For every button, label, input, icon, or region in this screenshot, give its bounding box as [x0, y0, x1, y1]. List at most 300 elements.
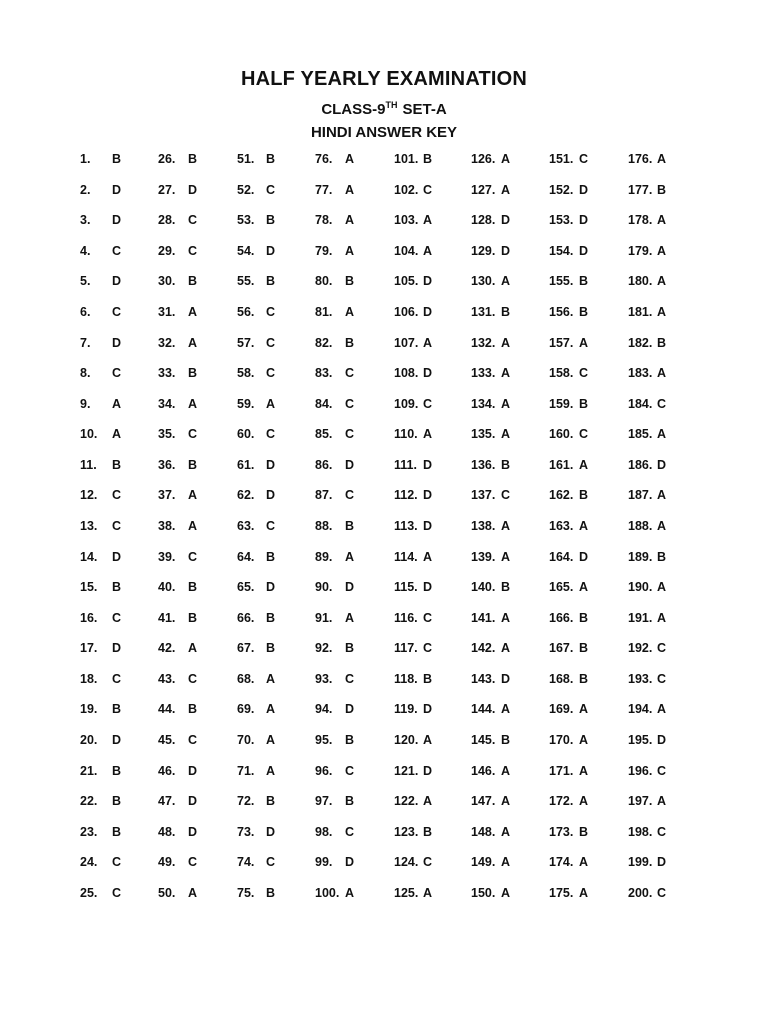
question-number: 63.	[237, 519, 255, 533]
question-number: 53.	[237, 213, 255, 228]
answer-item	[549, 608, 589, 628]
answer-item	[237, 699, 276, 719]
answer-item	[549, 730, 589, 750]
answer-option: A	[423, 335, 433, 350]
question-number: 6.	[80, 304, 91, 319]
answer-item	[394, 883, 433, 903]
question-number: 136.	[471, 457, 496, 472]
answer-item	[628, 180, 667, 200]
answer-option: D	[266, 580, 276, 595]
answer-option: B	[112, 152, 122, 166]
answer-item	[237, 302, 276, 322]
answer-item	[158, 791, 198, 811]
answer-option: B	[188, 580, 198, 595]
answer-option: A	[266, 733, 276, 747]
question-number: 157.	[549, 335, 574, 350]
answer-option: A	[188, 396, 198, 411]
question-number: 186.	[628, 457, 653, 472]
question-number: 135.	[471, 427, 496, 442]
answer-item	[80, 730, 122, 750]
answer-item	[471, 822, 511, 842]
question-number: 188.	[628, 519, 653, 533]
answer-option: D	[501, 243, 511, 258]
answer-option: C	[345, 396, 355, 411]
answer-item	[237, 455, 276, 475]
question-number: 118.	[394, 671, 418, 686]
question-number: 106.	[394, 304, 419, 319]
answer-item	[315, 271, 355, 291]
answer-option: B	[266, 152, 276, 166]
answer-item	[549, 210, 589, 230]
answer-item	[394, 761, 433, 781]
answer-option: A	[501, 794, 511, 809]
question-number: 60.	[237, 427, 255, 442]
question-number: 27.	[158, 182, 176, 197]
answer-item	[549, 363, 589, 383]
answer-option: B	[579, 274, 589, 289]
question-number: 117.	[394, 641, 418, 656]
answer-option: A	[423, 733, 433, 747]
answer-item	[628, 271, 667, 291]
question-number: 44.	[158, 702, 176, 717]
answer-item	[549, 577, 589, 597]
answer-option: A	[345, 304, 355, 319]
class-superscript: TH	[385, 100, 398, 110]
answer-item	[158, 547, 198, 567]
answer-option: D	[112, 549, 122, 564]
question-number: 113.	[394, 519, 418, 533]
answer-item	[158, 180, 198, 200]
question-number: 55.	[237, 274, 255, 289]
answer-option: A	[579, 580, 589, 595]
question-number: 137.	[471, 488, 496, 503]
answer-item	[237, 822, 276, 842]
answer-item	[628, 516, 667, 536]
answer-option: B	[501, 304, 511, 319]
question-number: 69.	[237, 702, 255, 717]
answer-option: B	[266, 213, 276, 228]
answer-item	[80, 669, 122, 689]
question-number: 105.	[394, 274, 419, 289]
answer-item	[315, 485, 355, 505]
answer-option: A	[112, 396, 122, 411]
answer-option: A	[657, 152, 667, 166]
answer-option: D	[423, 366, 433, 381]
question-number: 176.	[628, 152, 653, 166]
answer-option: C	[266, 855, 276, 870]
answer-option: A	[501, 702, 511, 717]
answer-item	[628, 485, 667, 505]
question-number: 125.	[394, 885, 419, 900]
answer-option: D	[345, 580, 355, 595]
answer-option: C	[112, 855, 122, 870]
question-number: 42.	[158, 641, 176, 656]
answer-item	[315, 424, 355, 444]
answer-item	[394, 271, 433, 291]
question-number: 24.	[80, 855, 98, 870]
question-number: 139.	[471, 549, 496, 564]
answer-item	[315, 699, 355, 719]
question-number: 81.	[315, 304, 333, 319]
question-number: 20.	[80, 733, 98, 747]
answer-item	[394, 394, 433, 414]
answer-item	[158, 333, 198, 353]
answer-item	[394, 638, 433, 658]
answer-option: D	[188, 824, 198, 839]
question-number: 59.	[237, 396, 255, 411]
answer-option: A	[188, 335, 198, 350]
answer-option: A	[266, 671, 276, 686]
answer-item	[471, 547, 511, 567]
answer-option: D	[423, 304, 433, 319]
answer-item	[158, 608, 198, 628]
question-number: 41.	[158, 610, 176, 625]
answer-item	[628, 455, 667, 475]
answer-item	[549, 669, 589, 689]
answer-option: C	[266, 427, 276, 442]
answer-item	[549, 547, 589, 567]
question-number: 185.	[628, 427, 653, 442]
answer-item	[80, 333, 122, 353]
answer-item	[394, 547, 433, 567]
question-number: 57.	[237, 335, 255, 350]
answer-item	[237, 333, 276, 353]
question-number: 32.	[158, 335, 176, 350]
answer-option: A	[345, 182, 355, 197]
answer-option: B	[345, 641, 355, 656]
answer-item	[80, 822, 122, 842]
answer-item	[471, 608, 511, 628]
question-number: 153.	[549, 213, 574, 228]
question-number: 134.	[471, 396, 496, 411]
question-number: 154.	[549, 243, 574, 258]
answer-item	[471, 761, 511, 781]
question-number: 3.	[80, 213, 91, 228]
answer-option: A	[657, 213, 667, 228]
question-number: 193.	[628, 671, 653, 686]
question-number: 189.	[628, 549, 653, 564]
question-number: 109.	[394, 396, 419, 411]
question-number: 34.	[158, 396, 176, 411]
answer-item	[394, 699, 433, 719]
answer-item	[80, 394, 122, 414]
answer-item	[394, 241, 433, 261]
question-number: 25.	[80, 885, 98, 900]
question-number: 98.	[315, 824, 333, 839]
answer-item	[315, 791, 355, 811]
answer-item	[628, 149, 667, 169]
answer-item	[315, 394, 355, 414]
answer-item	[158, 730, 198, 750]
answer-item	[549, 180, 589, 200]
answer-option: D	[112, 274, 122, 289]
answer-item	[394, 822, 433, 842]
answer-option: A	[579, 733, 589, 747]
answer-item	[237, 730, 276, 750]
answer-option: D	[501, 671, 511, 686]
question-number: 182.	[628, 335, 653, 350]
answer-item	[80, 302, 122, 322]
question-number: 126.	[471, 152, 496, 166]
question-number: 110.	[394, 427, 418, 442]
answer-item	[80, 547, 122, 567]
answer-item	[471, 180, 511, 200]
question-number: 49.	[158, 855, 176, 870]
answer-item	[628, 638, 667, 658]
answer-item	[237, 516, 276, 536]
answer-option: A	[345, 152, 355, 166]
question-number: 112.	[394, 488, 418, 503]
answer-item	[394, 577, 433, 597]
answer-item	[471, 669, 511, 689]
question-number: 56.	[237, 304, 255, 319]
question-number: 166.	[549, 610, 574, 625]
answer-item	[394, 210, 433, 230]
question-number: 191.	[628, 610, 653, 625]
answer-item	[80, 852, 122, 872]
question-number: 155.	[549, 274, 574, 289]
answer-option: C	[423, 396, 433, 411]
answer-option: B	[579, 488, 589, 503]
answer-option: A	[579, 457, 589, 472]
question-number: 85.	[315, 427, 333, 442]
answer-option: C	[423, 182, 433, 197]
question-number: 169.	[549, 702, 574, 717]
question-number: 79.	[315, 243, 333, 258]
answer-item	[158, 699, 198, 719]
answer-option: B	[345, 274, 355, 289]
question-number: 114.	[394, 549, 418, 564]
answer-option: C	[345, 427, 355, 442]
class-set-line	[0, 101, 768, 118]
answer-item	[628, 302, 667, 322]
answer-option: B	[579, 304, 589, 319]
answer-option: D	[112, 213, 122, 228]
question-number: 33.	[158, 366, 176, 381]
answer-item	[315, 761, 355, 781]
answer-option: B	[501, 733, 511, 747]
answer-item	[394, 333, 433, 353]
question-number: 187.	[628, 488, 653, 503]
answer-option: D	[112, 733, 122, 747]
answer-option: B	[266, 610, 276, 625]
answer-option: C	[423, 610, 433, 625]
answer-option: A	[657, 488, 667, 503]
answer-item	[315, 883, 355, 903]
answer-item	[237, 852, 276, 872]
answer-option: A	[501, 641, 511, 656]
answer-item	[549, 883, 589, 903]
answer-item	[158, 883, 198, 903]
question-number: 100.	[315, 885, 340, 900]
answer-item	[80, 485, 122, 505]
question-number: 97.	[315, 794, 333, 809]
answer-option: C	[112, 243, 122, 258]
question-number: 37.	[158, 488, 176, 503]
question-number: 164.	[549, 549, 574, 564]
answer-option: D	[112, 335, 122, 350]
question-number: 180.	[628, 274, 653, 289]
answer-option: B	[112, 794, 122, 809]
question-number: 165.	[549, 580, 574, 595]
answer-item	[237, 577, 276, 597]
question-number: 66.	[237, 610, 255, 625]
answer-item	[80, 424, 122, 444]
question-number: 181.	[628, 304, 653, 319]
question-number: 123.	[394, 824, 419, 839]
answer-item	[394, 363, 433, 383]
answer-option: B	[579, 610, 589, 625]
answer-item	[471, 241, 511, 261]
answer-option: A	[501, 152, 511, 166]
question-number: 140.	[471, 580, 496, 595]
answer-option: B	[112, 763, 122, 778]
answer-option: D	[188, 763, 198, 778]
question-number: 163.	[549, 519, 574, 533]
answer-item	[158, 852, 198, 872]
answer-option: B	[188, 610, 198, 625]
question-number: 131.	[471, 304, 496, 319]
answer-option: D	[657, 733, 667, 747]
question-number: 99.	[315, 855, 333, 870]
answer-item	[471, 699, 511, 719]
answer-item	[80, 699, 122, 719]
question-number: 170.	[549, 733, 574, 747]
question-number: 138.	[471, 519, 496, 533]
answer-item	[315, 608, 355, 628]
answer-option: C	[112, 519, 122, 533]
question-number: 8.	[80, 366, 91, 381]
question-number: 149.	[471, 855, 496, 870]
question-number: 11.	[80, 457, 97, 472]
question-number: 35.	[158, 427, 176, 442]
answer-item	[549, 485, 589, 505]
answer-option: A	[501, 855, 511, 870]
question-number: 40.	[158, 580, 176, 595]
answer-option: B	[579, 824, 589, 839]
question-number: 96.	[315, 763, 333, 778]
answer-option: A	[266, 702, 276, 717]
answer-option: A	[345, 885, 355, 900]
question-number: 5.	[80, 274, 91, 289]
answer-item	[80, 241, 122, 261]
question-number: 38.	[158, 519, 176, 533]
answer-option: A	[501, 824, 511, 839]
question-number: 160.	[549, 427, 574, 442]
answer-option: B	[657, 335, 667, 350]
answer-option: A	[423, 427, 433, 442]
answer-option: D	[423, 457, 433, 472]
question-number: 93.	[315, 671, 333, 686]
answer-item	[394, 852, 433, 872]
answer-option: B	[266, 641, 276, 656]
answer-item	[80, 180, 122, 200]
answer-item	[80, 271, 122, 291]
question-number: 107.	[394, 335, 419, 350]
answer-option: B	[112, 702, 122, 717]
question-number: 119.	[394, 702, 418, 717]
answer-item	[471, 455, 511, 475]
answer-option: B	[423, 824, 433, 839]
answer-option: D	[579, 549, 589, 564]
answer-grid	[0, 149, 768, 909]
answer-item	[394, 149, 433, 169]
question-number: 192.	[628, 641, 653, 656]
answer-option: C	[112, 885, 122, 900]
answer-option: B	[188, 274, 198, 289]
answer-item	[549, 455, 589, 475]
answer-option: D	[112, 182, 122, 197]
question-number: 174.	[549, 855, 574, 870]
answer-item	[80, 516, 122, 536]
question-number: 54.	[237, 243, 255, 258]
answer-item	[315, 730, 355, 750]
question-number: 13.	[80, 519, 98, 533]
answer-option: A	[579, 702, 589, 717]
question-number: 129.	[471, 243, 496, 258]
answer-option: A	[501, 182, 511, 197]
answer-option: C	[188, 427, 198, 442]
question-number: 48.	[158, 824, 176, 839]
question-number: 31.	[158, 304, 176, 319]
answer-item	[628, 883, 667, 903]
answer-option: A	[657, 519, 667, 533]
question-number: 70.	[237, 733, 255, 747]
question-number: 90.	[315, 580, 333, 595]
answer-item	[158, 761, 198, 781]
answer-option: A	[579, 335, 589, 350]
question-number: 62.	[237, 488, 255, 503]
answer-option: A	[501, 274, 511, 289]
question-number: 152.	[549, 182, 574, 197]
answer-option: C	[579, 366, 589, 381]
answer-item	[158, 455, 198, 475]
answer-item	[628, 577, 667, 597]
answer-option: B	[657, 182, 667, 197]
answer-option: A	[657, 610, 667, 625]
question-number: 199.	[628, 855, 653, 870]
answer-option: D	[657, 457, 667, 472]
answer-item	[80, 577, 122, 597]
answer-item	[237, 669, 276, 689]
answer-option: A	[579, 519, 589, 533]
answer-item	[549, 699, 589, 719]
answer-option: C	[112, 304, 122, 319]
answer-option: A	[266, 396, 276, 411]
question-number: 147.	[471, 794, 496, 809]
answer-item	[471, 424, 511, 444]
answer-option: B	[112, 457, 122, 472]
answer-option: C	[188, 549, 198, 564]
question-number: 150.	[471, 885, 496, 900]
answer-item	[315, 241, 355, 261]
answer-option: D	[423, 702, 433, 717]
answer-option: B	[112, 580, 122, 595]
question-number: 91.	[315, 610, 333, 625]
question-number: 15.	[80, 580, 98, 595]
question-number: 127.	[471, 182, 496, 197]
answer-item	[394, 424, 433, 444]
answer-item	[237, 180, 276, 200]
answer-option: A	[423, 885, 433, 900]
answer-item	[471, 363, 511, 383]
question-number: 2.	[80, 182, 91, 197]
answer-item	[549, 791, 589, 811]
answer-option: B	[501, 580, 511, 595]
question-number: 47.	[158, 794, 176, 809]
answer-option: D	[579, 213, 589, 228]
question-number: 122.	[394, 794, 419, 809]
